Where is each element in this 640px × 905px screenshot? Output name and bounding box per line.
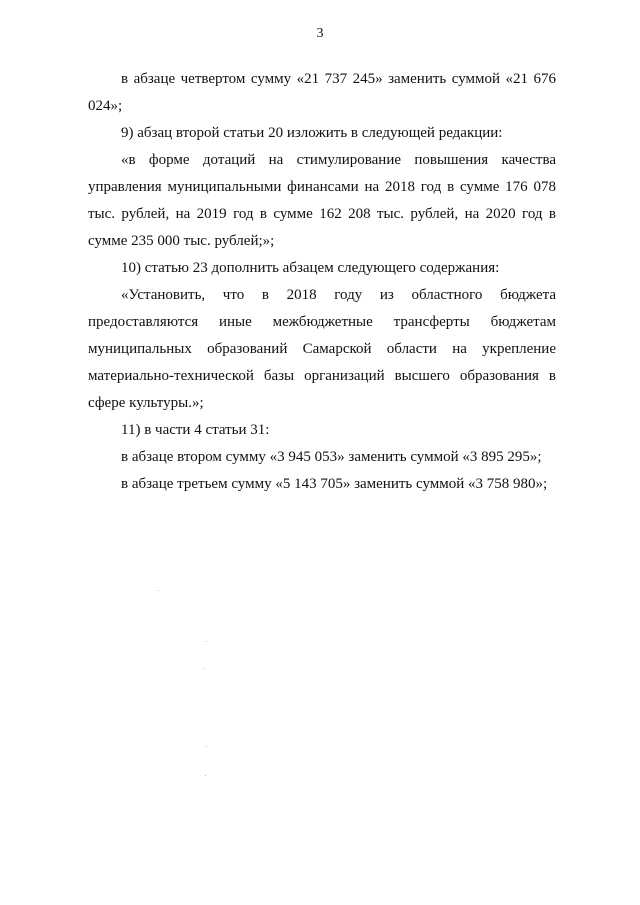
paragraph-amount-fourth-abzac: в абзаце четвертом сумму «21 737 245» заменить суммой «21 676 024»; [88, 71, 556, 114]
paragraph-item-10: 10) статью 23 дополнить абзацем следующего содержания: [121, 260, 500, 276]
paragraph-third-abzac-amount: в абзаце третьем сумму «5 143 705» заменить суммой «3 758 980»; [121, 476, 548, 492]
page-number: 3 [316, 26, 324, 41]
scan-speck [206, 746, 207, 747]
scan-speck [204, 668, 205, 669]
scan-speck [205, 775, 206, 776]
scan-speck [158, 590, 159, 591]
paragraph-transfers-quote: «Установить, что в 2018 году из областного бюджета предоставляются иные межбюджетные трансферты бюджетам муниципальных образований Самарской области на укрепление материально-технической базы организаций высшего образования в сфере культуры.»; [88, 287, 556, 411]
paragraph-item-9: 9) абзац второй статьи 20 изложить в следующей редакции: [121, 125, 503, 141]
paragraph-second-abzac-amount: в абзаце втором сумму «3 945 053» заменить суммой «3 895 295»; [121, 449, 542, 465]
paragraph-item-11: 11) в части 4 статьи 31: [121, 422, 270, 438]
document-body [88, 66, 556, 498]
scan-speck [206, 641, 207, 642]
paragraph-subsidies-quote: «в форме дотаций на стимулирование повышения качества управления муниципальными финансами на 2018 год в сумме 176 078 тыс. рублей, на 2019 год в сумме 162 208 тыс. рублей, на 2020 год в сумме 235 000 тыс. рублей;»; [88, 152, 556, 249]
